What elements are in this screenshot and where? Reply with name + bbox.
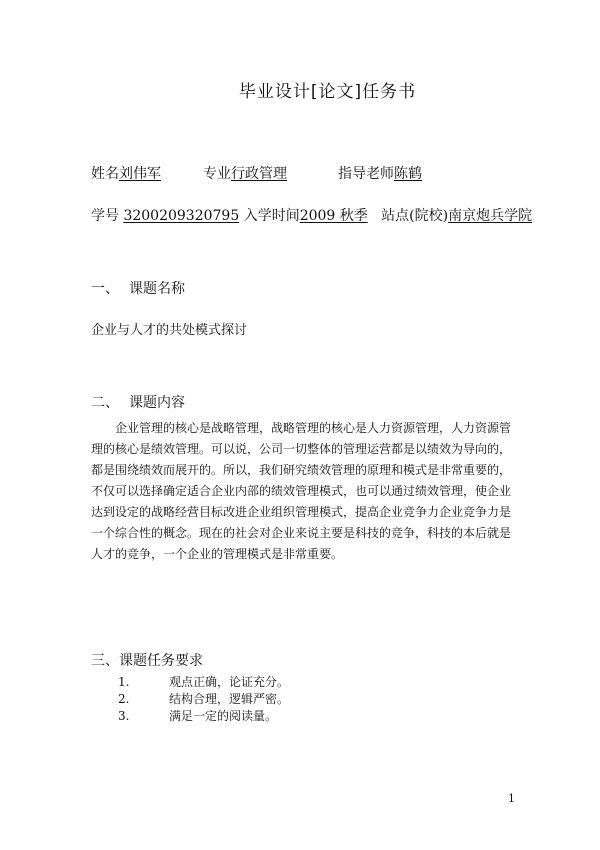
- enroll-value: 2009 秋季: [299, 208, 368, 224]
- requirement-text: 结构合理，逻辑严密。: [169, 692, 290, 706]
- section-2-paragraph: 企业管理的核心是战略管理，战略管理的核心是人力资源管理，人力资源管理的核心是绩效管理。可以说，公司一切整体的管理运营都是以绩效为导向的，都是围绕绩效而展开的。所以，我们研究绩效管理的原理和模式是非常重要的，不仅可以选择确定适合企业内部的绩效管理模式，也可以通过绩效管理，使企业达到设定的战略经营目标改进企业组织管理模式，提高企业竞争力企业竞争力是一个综合性的概念。现在的社会对企业来说主要是科技的竞争，科技的本后就是人才的竞争，一个企业的管理模式是非常重要。: [91, 421, 512, 561]
- requirement-number: 1.: [118, 675, 130, 689]
- advisor-value: 陈鹤: [394, 166, 422, 182]
- section-1-heading: [91, 278, 185, 298]
- info-line-2: [91, 205, 532, 225]
- requirement-item: [118, 673, 289, 690]
- info-advisor: [338, 163, 422, 183]
- requirement-text: 观点正确，论证充分。: [169, 675, 290, 689]
- site-label: 站点(院校): [381, 208, 449, 224]
- requirement-item: [118, 690, 289, 707]
- section-1-title: 课题名称: [129, 281, 185, 297]
- section-1-content: 企业与人才的共处模式探讨: [91, 323, 248, 338]
- major-value: 行政管理: [231, 166, 287, 182]
- advisor-label: 指导老师: [338, 166, 394, 182]
- page-number: 1: [508, 792, 515, 805]
- requirement-number: 2.: [118, 692, 130, 706]
- student-id-label: 学号: [91, 208, 119, 224]
- requirement-item: [118, 707, 277, 724]
- site-value: 南京炮兵学院: [448, 208, 533, 224]
- section-2-heading: [91, 392, 185, 412]
- info-major: [203, 163, 287, 183]
- section-1-number: 一、: [91, 281, 119, 297]
- student-id-value: 3200209320795: [123, 208, 240, 224]
- page-title: 毕业设计[论文]任务书: [238, 82, 417, 102]
- info-name: [91, 163, 161, 183]
- requirement-text: 满足一定的阅读量。: [169, 709, 278, 723]
- enroll-label: 入学时间: [243, 208, 300, 224]
- major-label: 专业: [203, 166, 231, 182]
- section-2-title: 课题内容: [129, 395, 185, 411]
- name-label: 姓名: [91, 166, 119, 182]
- name-value: 刘伟军: [119, 166, 161, 182]
- requirement-number: 3.: [118, 709, 130, 723]
- section-3-heading: 三、课题任务要求: [91, 653, 203, 669]
- section-2-number: 二、: [91, 395, 119, 411]
